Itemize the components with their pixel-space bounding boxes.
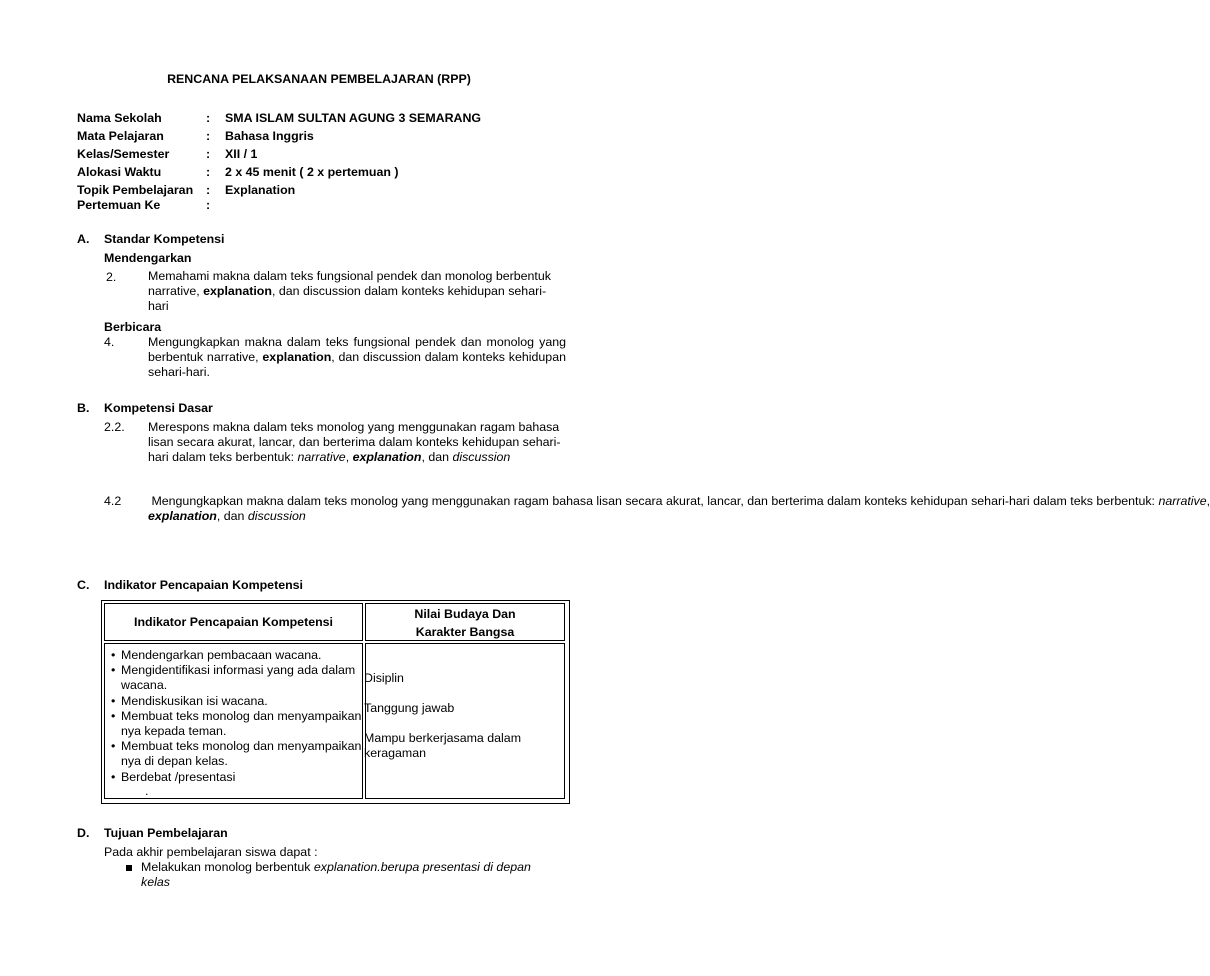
section-a-subheading-listening: Mendengarkan: [104, 251, 192, 265]
value-discipline: Disiplin: [364, 671, 404, 685]
list-item: • Berdebat /presentasi: [111, 770, 363, 785]
identity-label: Alokasi Waktu: [77, 165, 162, 179]
identity-colon: :: [206, 165, 211, 179]
section-b-item1-text: Merespons makna dalam teks monolog yang menggunakan ragam bahasa lisan secara akurat, lancar, dan berterima dalam konteks kehidupan sehari-hari dalam teks berbentuk: narrative, explanation, dan discussion: [148, 420, 561, 464]
identity-value-class: XII / 1: [225, 147, 258, 161]
section-a-item1-text: Memahami makna dalam teks fungsional pendek dan monolog berbentuk narrative, explanation, dan discussion dalam konteks kehidupan sehari-hari: [148, 269, 551, 313]
value-responsibility: Tanggung jawab: [364, 701, 455, 715]
list-item: • Membuat teks monolog dan menyampaikan nya di depan kelas.: [111, 739, 363, 769]
identity-label: Pertemuan Ke: [77, 198, 161, 212]
list-item: • Mendiskusikan isi wacana.: [111, 694, 363, 709]
section-b-item2-text: Mengungkapkan makna dalam teks monolog yang menggunakan ragam bahasa lisan secara akurat, lancar, dan berterima dalam konteks kehidupan sehari-hari dalam teks berbentuk: narrative, explanation, dan discussion: [148, 494, 1210, 523]
identity-value-subject: Bahasa Inggris: [225, 129, 314, 143]
section-b-letter: B.: [77, 401, 90, 415]
section-a-item2-number: 4.: [104, 335, 115, 349]
indicator-list: [111, 648, 363, 785]
section-d-title: Tujuan Pembelajaran: [104, 826, 228, 840]
identity-label: Nama Sekolah: [77, 111, 162, 125]
section-c-title: Indikator Pencapaian Kompetensi: [104, 578, 303, 592]
trailing-dot: .: [145, 784, 149, 798]
section-d-letter: D.: [77, 826, 90, 840]
identity-label: Mata Pelajaran: [77, 129, 164, 143]
identity-colon: :: [206, 183, 211, 197]
section-a-title: Standar Kompetensi: [104, 232, 225, 246]
section-a-item2-text: Mengungkapkan makna dalam teks fungsional pendek dan monolog yang berbentuk narrative, explanation, dan discussion dalam konteks kehidupan sehari-hari.: [148, 335, 566, 379]
list-item: • Mengidentifikasi informasi yang ada dalam wacana.: [111, 663, 363, 693]
section-a-letter: A.: [77, 232, 90, 246]
indicator-table: [101, 600, 570, 804]
section-a-item1-number: 2.: [106, 270, 117, 284]
table-header-indicator-cell: [104, 603, 363, 641]
section-a-subheading-speaking: Berbicara: [104, 320, 162, 334]
table-indicators-cell: [104, 643, 363, 799]
identity-value-school: SMA ISLAM SULTAN AGUNG 3 SEMARANG: [225, 111, 482, 125]
identity-colon: :: [206, 198, 211, 212]
list-item: • Mendengarkan pembacaan wacana.: [111, 648, 363, 663]
identity-value-time: 2 x 45 menit ( 2 x pertemuan ): [225, 165, 399, 179]
section-b-item2-number: 4.2: [104, 494, 122, 508]
section-d-objective: Melakukan monolog berbentuk explanation.berupa presentasi di depan kelas: [141, 860, 531, 889]
section-d-intro: Pada akhir pembelajaran siswa dapat :: [104, 845, 318, 859]
table-header-indicator: Indikator Pencapaian Kompetensi: [134, 615, 333, 629]
table-values-cell: [365, 643, 565, 799]
square-bullet-icon: [126, 865, 132, 871]
list-item: • Membuat teks monolog dan menyampaikan nya kepada teman.: [111, 709, 363, 739]
value-cooperation: Mampu berkerjasama dalam keragaman: [364, 731, 522, 760]
section-c-letter: C.: [77, 578, 90, 592]
identity-label: Topik Pembelajaran: [77, 183, 194, 197]
table-header-values-line2: Karakter Bangsa: [415, 625, 515, 639]
identity-colon: :: [206, 147, 211, 161]
document-title: RENCANA PELAKSANAAN PEMBELAJARAN (RPP): [167, 72, 471, 86]
section-b-title: Kompetensi Dasar: [104, 401, 213, 415]
section-b-item1-number: 2.2.: [104, 420, 125, 434]
table-header-values-cell: [365, 603, 565, 641]
table-header-values-line1: Nilai Budaya Dan: [414, 607, 516, 621]
identity-value-topic: Explanation: [225, 183, 296, 197]
identity-colon: :: [206, 129, 211, 143]
identity-colon: :: [206, 111, 211, 125]
identity-label: Kelas/Semester: [77, 147, 170, 161]
